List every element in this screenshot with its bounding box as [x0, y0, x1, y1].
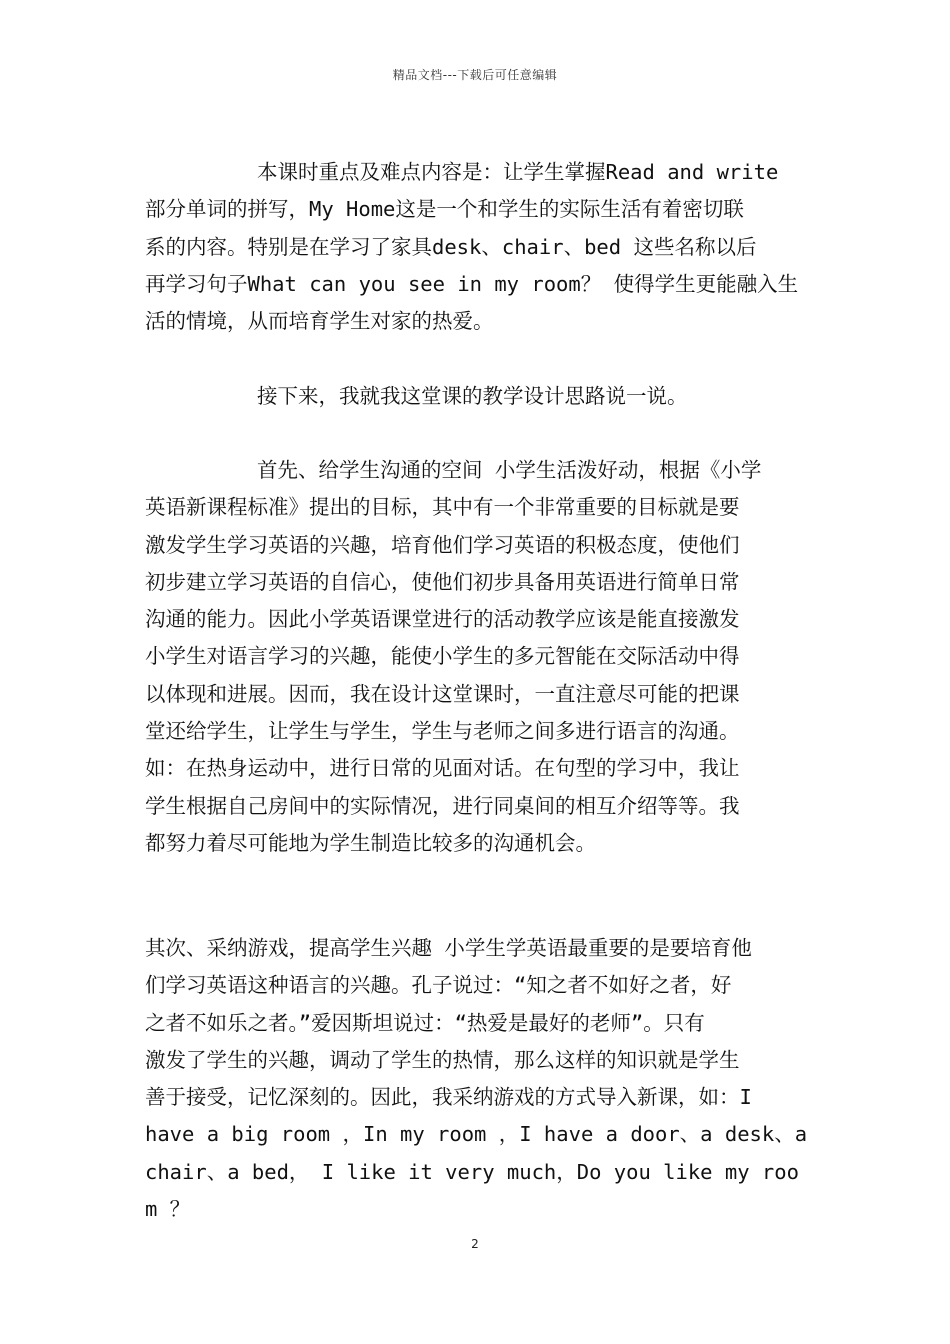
paragraph-line: 激发了学生的兴趣，调动了学生的热情，那么这样的知识就是学生 — [145, 1047, 740, 1072]
paragraph-line: 再学习句子What can you see in my room？ 使得学生更能融入生 — [145, 271, 799, 296]
paragraph-line: 们学习英语这种语言的兴趣。孔子说过：“知之者不如好之者，好 — [145, 973, 732, 998]
paragraph-line: 部分单词的拼写，My Home这是一个和学生的实际生活有着密切联 — [145, 197, 744, 222]
page-number: 2 — [471, 1237, 479, 1251]
paragraph-line: 小学生对语言学习的兴趣，能使小学生的多元智能在交际活动中得 — [145, 644, 740, 669]
paragraph-transition — [145, 378, 810, 415]
paragraph-line: 堂还给学生，让学生与学生，学生与老师之间多进行语言的沟通。 — [145, 719, 740, 744]
paragraph-communication-space — [145, 452, 810, 862]
page-header: 精品文档---下载后可任意编辑 — [392, 68, 558, 82]
paragraph-line: 初步建立学习英语的自信心，使他们初步具备用英语进行简单日常 — [145, 569, 740, 594]
paragraph-line: 英语新课程标准》提出的目标，其中有一个非常重要的目标就是要 — [145, 495, 740, 520]
paragraph-line: chair、a bed， I like it very much，Do you like my room ？ — [145, 1159, 799, 1222]
paragraph-line: 学生根据自己房间中的实际情况，进行同桌间的相互介绍等等。我 — [145, 793, 740, 818]
paragraph-key-points — [145, 154, 810, 340]
paragraph-line: 如：在热身运动中，进行日常的见面对话。在句型的学习中，我让 — [145, 756, 740, 781]
paragraph-line: have a big room ，In my room ，I have a door、a desk、a — [145, 1122, 808, 1147]
paragraph-games — [145, 930, 810, 1228]
paragraph-line: 沟通的能力。因此小学英语课堂进行的活动教学应该是能直接激发 — [145, 607, 740, 632]
paragraph-line: 其次、采纳游戏，提高学生兴趣 小学生学英语最重要的是要培育他 — [145, 936, 752, 960]
paragraph-line: 系的内容。特别是在学习了家具desk、chair、bed 这些名称以后 — [145, 234, 757, 259]
paragraph-line: 都努力着尽可能地为学生制造比较多的沟通机会。 — [145, 830, 596, 855]
paragraph-line: 以体现和进展。因而，我在设计这堂课时，一直注意尽可能的把课 — [145, 681, 740, 706]
paragraph-line: 首先、给学生沟通的空间 小学生活泼好动，根据《小学 — [257, 458, 762, 482]
paragraph-line: 之者不如乐之者。”爱因斯坦说过：“热爱是最好的老师”。只有 — [145, 1010, 705, 1035]
paragraph-line: 本课时重点及难点内容是：让学生掌握Read and write — [257, 160, 779, 184]
paragraph-line: 激发学生学习英语的兴趣，培育他们学习英语的积极态度，使他们 — [145, 532, 740, 557]
paragraph-line: 接下来，我就我这堂课的教学设计思路说一说。 — [257, 384, 688, 408]
paragraph-line: 善于接受，记忆深刻的。因此，我采纳游戏的方式导入新课，如：I — [145, 1085, 752, 1110]
paragraph-line: 活的情境，从而培育学生对家的热爱。 — [145, 309, 494, 334]
